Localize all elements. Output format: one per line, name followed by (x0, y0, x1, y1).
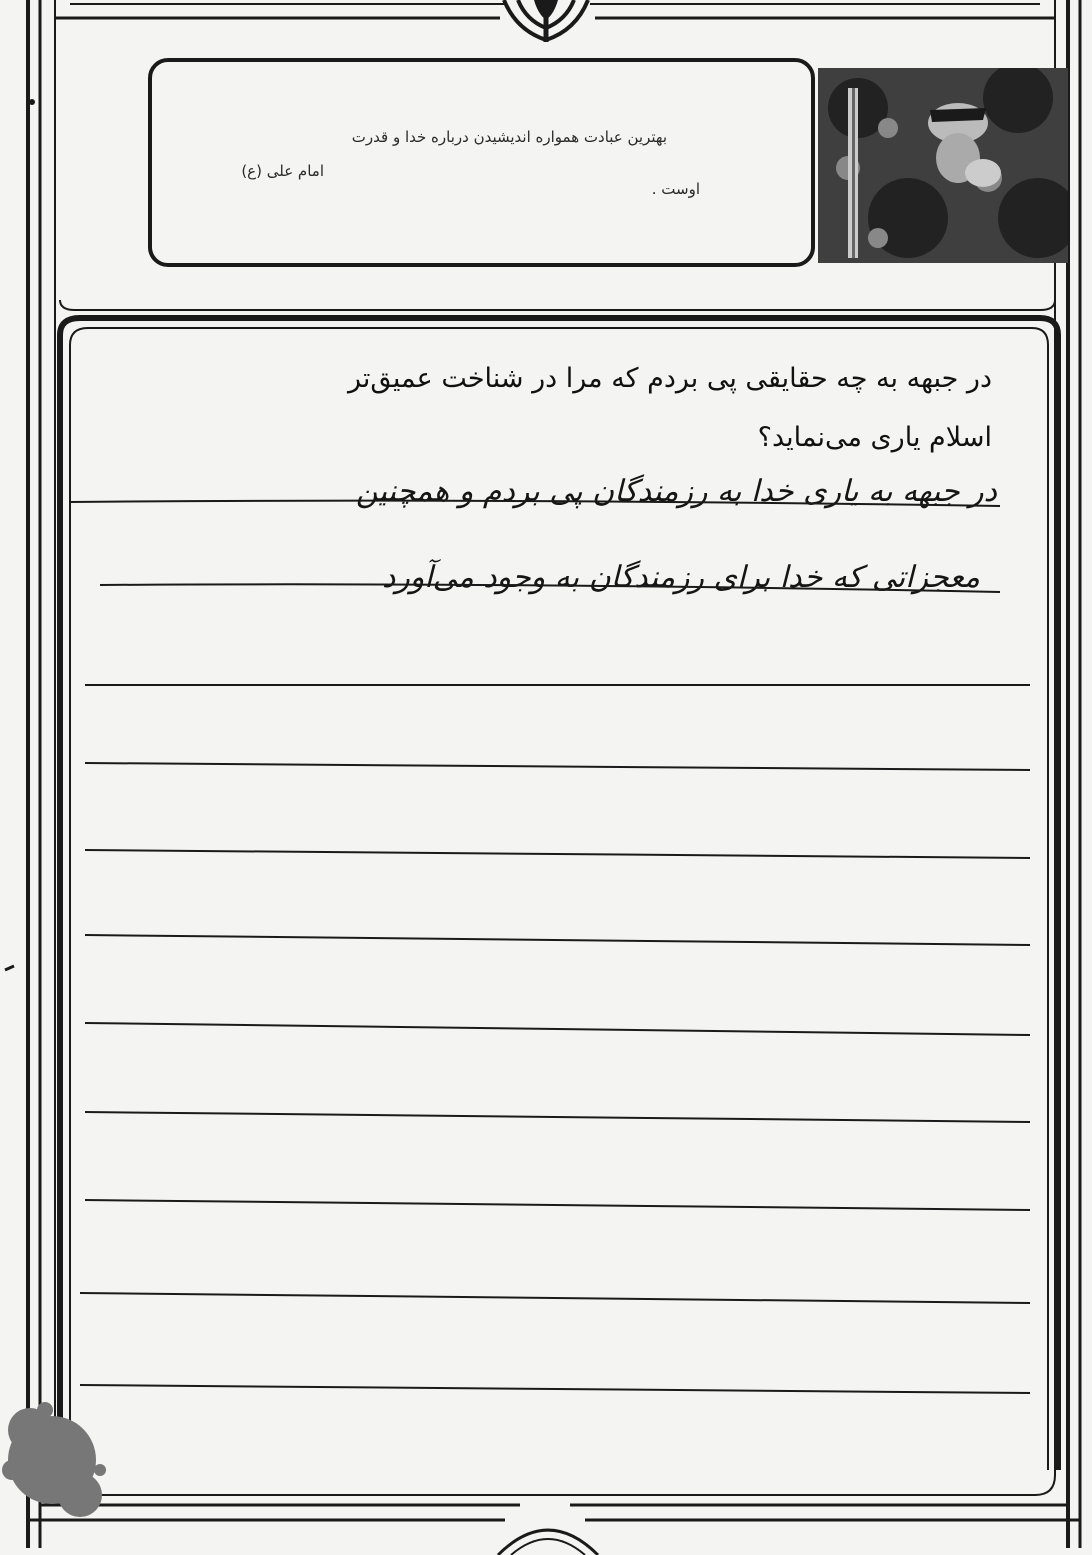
iran-emblem-icon (496, 0, 596, 45)
question-line-2: اسلام یاری می‌نماید؟ (757, 422, 992, 453)
answer-line-2: معجزاتی که خدا برای رزمندگان به وجود می‌آورد (382, 560, 980, 595)
bottom-ornament (493, 1515, 603, 1555)
quote-line-1: بهترین عبادت همواره اندیشیدن درباره خدا و قدرت (351, 128, 667, 146)
quote-attribution: امام علی (ع) (241, 162, 324, 180)
quote-line-2: اوست . (651, 180, 700, 198)
question-line-1: در جبهه به چه حقایقی پی بردم که مرا در شناخت عمیق‌تر (347, 363, 992, 394)
answer-line-1: در جبهه به یاری خدا به رزمندگان پی بردم و همچنین (355, 474, 997, 509)
soldier-photo-icon (818, 68, 1068, 263)
answer-underlines (0, 490, 1092, 690)
